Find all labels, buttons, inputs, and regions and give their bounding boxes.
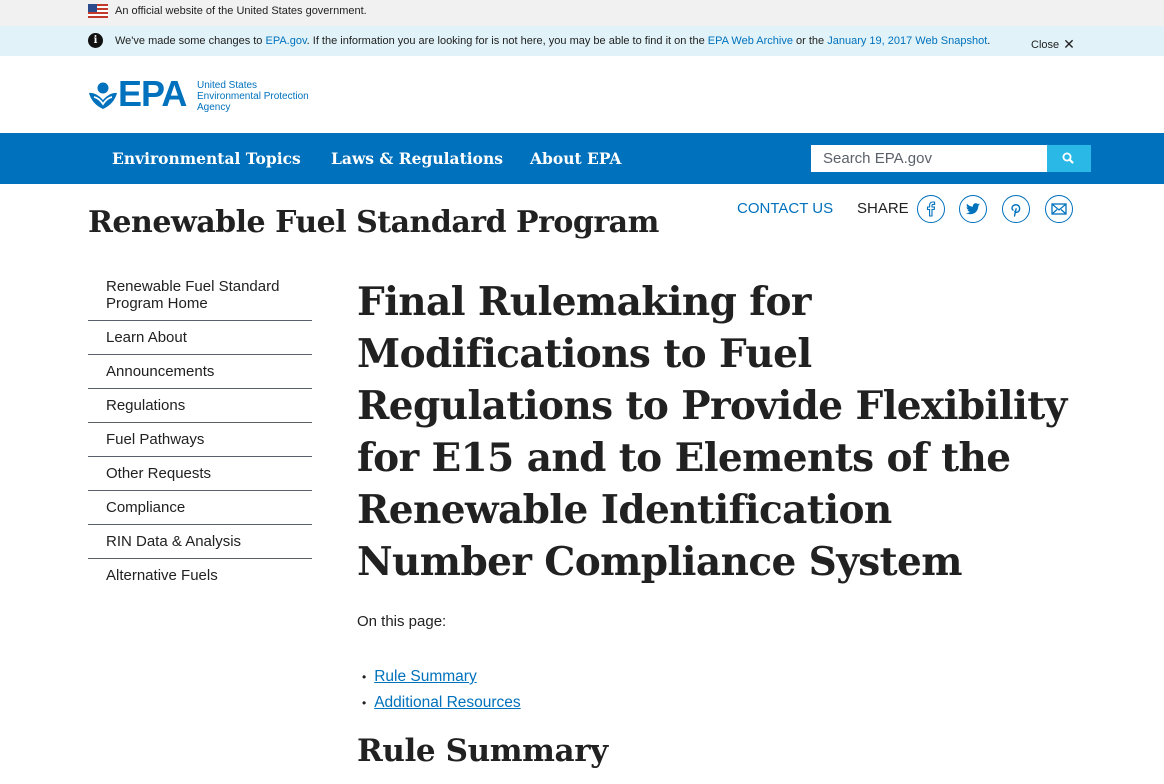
toc-item — [362, 690, 521, 716]
email-icon — [1051, 201, 1067, 217]
sidebar-item-rin-data-analysis[interactable]: RIN Data & Analysis — [88, 525, 312, 559]
pinterest-icon — [1008, 201, 1024, 217]
search-input[interactable] — [811, 145, 1047, 172]
close-icon: ✕ — [1063, 36, 1075, 52]
on-this-page-label: On this page: — [357, 613, 447, 630]
rule-summary-link[interactable]: Rule Summary — [374, 668, 477, 685]
sidebar-item-program-home[interactable]: Renewable Fuel Standard Program Home — [88, 270, 312, 321]
site-notice-banner — [0, 26, 1164, 56]
search-icon — [1047, 145, 1091, 172]
sidebar-navigation — [88, 270, 312, 592]
notice-text-part: . If the information you are looking for is not here, you may be able to find it on the — [306, 35, 708, 47]
nav-laws-regulations[interactable]: Laws & Regulations — [331, 149, 503, 168]
site-title: Renewable Fuel Standard Program — [88, 205, 659, 240]
agency-name-line: United States — [197, 80, 258, 91]
sidebar-item-announcements[interactable]: Announcements — [88, 355, 312, 389]
twitter-share-button[interactable] — [959, 195, 987, 223]
facebook-icon — [923, 201, 939, 217]
notice-text-part: . — [987, 35, 991, 47]
sidebar-item-fuel-pathways[interactable]: Fuel Pathways — [88, 423, 312, 457]
site-search — [811, 145, 1091, 172]
info-icon: i — [88, 33, 103, 48]
nav-environmental-topics[interactable]: Environmental Topics — [112, 149, 301, 168]
sidebar-item-other-requests[interactable]: Other Requests — [88, 457, 312, 491]
rule-summary-heading: Rule Summary — [357, 733, 608, 769]
sidebar-item-regulations[interactable]: Regulations — [88, 389, 312, 423]
close-notice-button[interactable] — [1031, 35, 1075, 52]
nav-about-epa[interactable]: About EPA — [530, 149, 622, 168]
epa-gov-link[interactable]: EPA.gov — [265, 35, 307, 47]
search-button[interactable] — [1047, 145, 1091, 172]
official-gov-banner — [0, 0, 1164, 26]
facebook-share-button[interactable] — [917, 195, 945, 223]
pinterest-share-button[interactable] — [1002, 195, 1030, 223]
epa-web-archive-link[interactable]: EPA Web Archive — [707, 35, 793, 47]
twitter-icon — [965, 201, 981, 217]
agency-name-line: Agency — [197, 102, 231, 113]
toc-item — [362, 664, 521, 690]
page-table-of-contents — [362, 664, 521, 716]
epa-logo[interactable] — [88, 73, 328, 114]
main-content — [357, 276, 1077, 588]
page-title: Final Rulemaking for Modifications to Fuel Regulations to Provide Flexibility for E15 and to Elements of the Renewable Identification Number Compliance System — [357, 279, 1067, 585]
sidebar-item-alternative-fuels[interactable]: Alternative Fuels — [106, 567, 218, 584]
agency-name — [197, 80, 327, 113]
notice-text-part: We've made some changes to — [115, 35, 266, 47]
official-website-text: An official website of the United States government. — [115, 5, 367, 17]
epa-wordmark: EPA — [118, 73, 187, 114]
close-label: Close — [1031, 39, 1060, 51]
notice-text — [115, 35, 990, 47]
us-flag-icon — [88, 4, 108, 18]
web-snapshot-link[interactable]: January 19, 2017 Web Snapshot — [827, 35, 988, 47]
additional-resources-link[interactable]: Additional Resources — [374, 694, 521, 711]
agency-name-line: Environmental Protection — [197, 91, 309, 102]
email-share-button[interactable] — [1045, 195, 1073, 223]
epa-flower-logo-icon — [88, 80, 118, 110]
share-label: SHARE — [857, 200, 909, 217]
notice-text-part: or the — [792, 35, 828, 47]
contact-us-link[interactable]: CONTACT US — [737, 200, 834, 217]
sidebar-item-learn-about[interactable]: Learn About — [88, 321, 312, 355]
main-navigation — [0, 133, 1164, 184]
sidebar-item-compliance[interactable]: Compliance — [88, 491, 312, 525]
